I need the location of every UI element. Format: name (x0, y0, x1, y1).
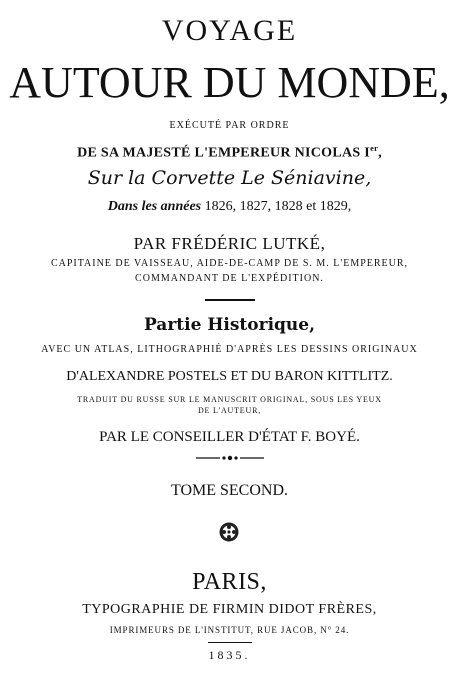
majeste-superscript: er (370, 144, 379, 153)
majeste-text: DE SA MAJESTÉ L'EMPEREUR NICOLAS I (77, 145, 371, 161)
traduit-line-2: DE L'AUTEUR, (197, 406, 262, 415)
imprint-imprimeurs: IMPRIMEURS DE L'INSTITUT, RUE JACOB, N° 24. (109, 625, 350, 635)
capitaine-line: CAPITAINE DE VAISSEAU, AIDE-DE-CAMP DE S. M. L'EMPEREUR, (50, 258, 409, 269)
majeste-tail: , (378, 145, 382, 161)
divider-rule-2 (208, 642, 252, 643)
printer-rosette-icon (218, 521, 240, 543)
traduit-line-1: TRADUIT DU RUSSE SUR LE MANUSCRIT ORIGINAL, SOUS LES YEUX (77, 395, 382, 404)
annees-line (0, 198, 459, 216)
title-line-autour-du-monde: AUTOUR DU MONDE, (9, 58, 450, 107)
divider-rule-1 (205, 299, 255, 301)
corvette-line: Sur la Corvette Le Séniavine, (87, 167, 372, 189)
imprint-year: 1835. (208, 648, 251, 662)
author-line: PAR FRÉDÉRIC LUTKÉ, (133, 234, 326, 253)
tome-line: TOME SECOND. (170, 482, 289, 499)
partie-historique-line: Partie Historique, (143, 315, 316, 335)
execute-line: EXÉCUTÉ PAR ORDRE (169, 120, 290, 131)
annees-prefix: Dans les années (107, 199, 202, 214)
ornamental-divider-icon (196, 454, 264, 462)
title-line-voyage: VOYAGE (161, 14, 298, 47)
majeste-line (0, 140, 459, 163)
imprint-city: PARIS, (192, 569, 267, 595)
annees-values: 1826, 1827, 1828 et 1829, (204, 199, 352, 214)
atlas-line: AVEC UN ATLAS, LITHOGRAPHIÉ D'APRÈS LES DESSINS ORIGINAUX (41, 344, 418, 355)
alexandre-line: D'ALEXANDRE POSTELS ET DU BARON KITTLITZ. (66, 369, 393, 384)
commandant-line: COMMANDANT DE L'EXPÉDITION. (135, 273, 324, 284)
conseiller-line: PAR LE CONSEILLER D'ÉTAT F. BOYÉ. (99, 429, 360, 445)
imprint-typographie: TYPOGRAPHIE DE FIRMIN DIDOT FRÈRES, (82, 602, 377, 617)
